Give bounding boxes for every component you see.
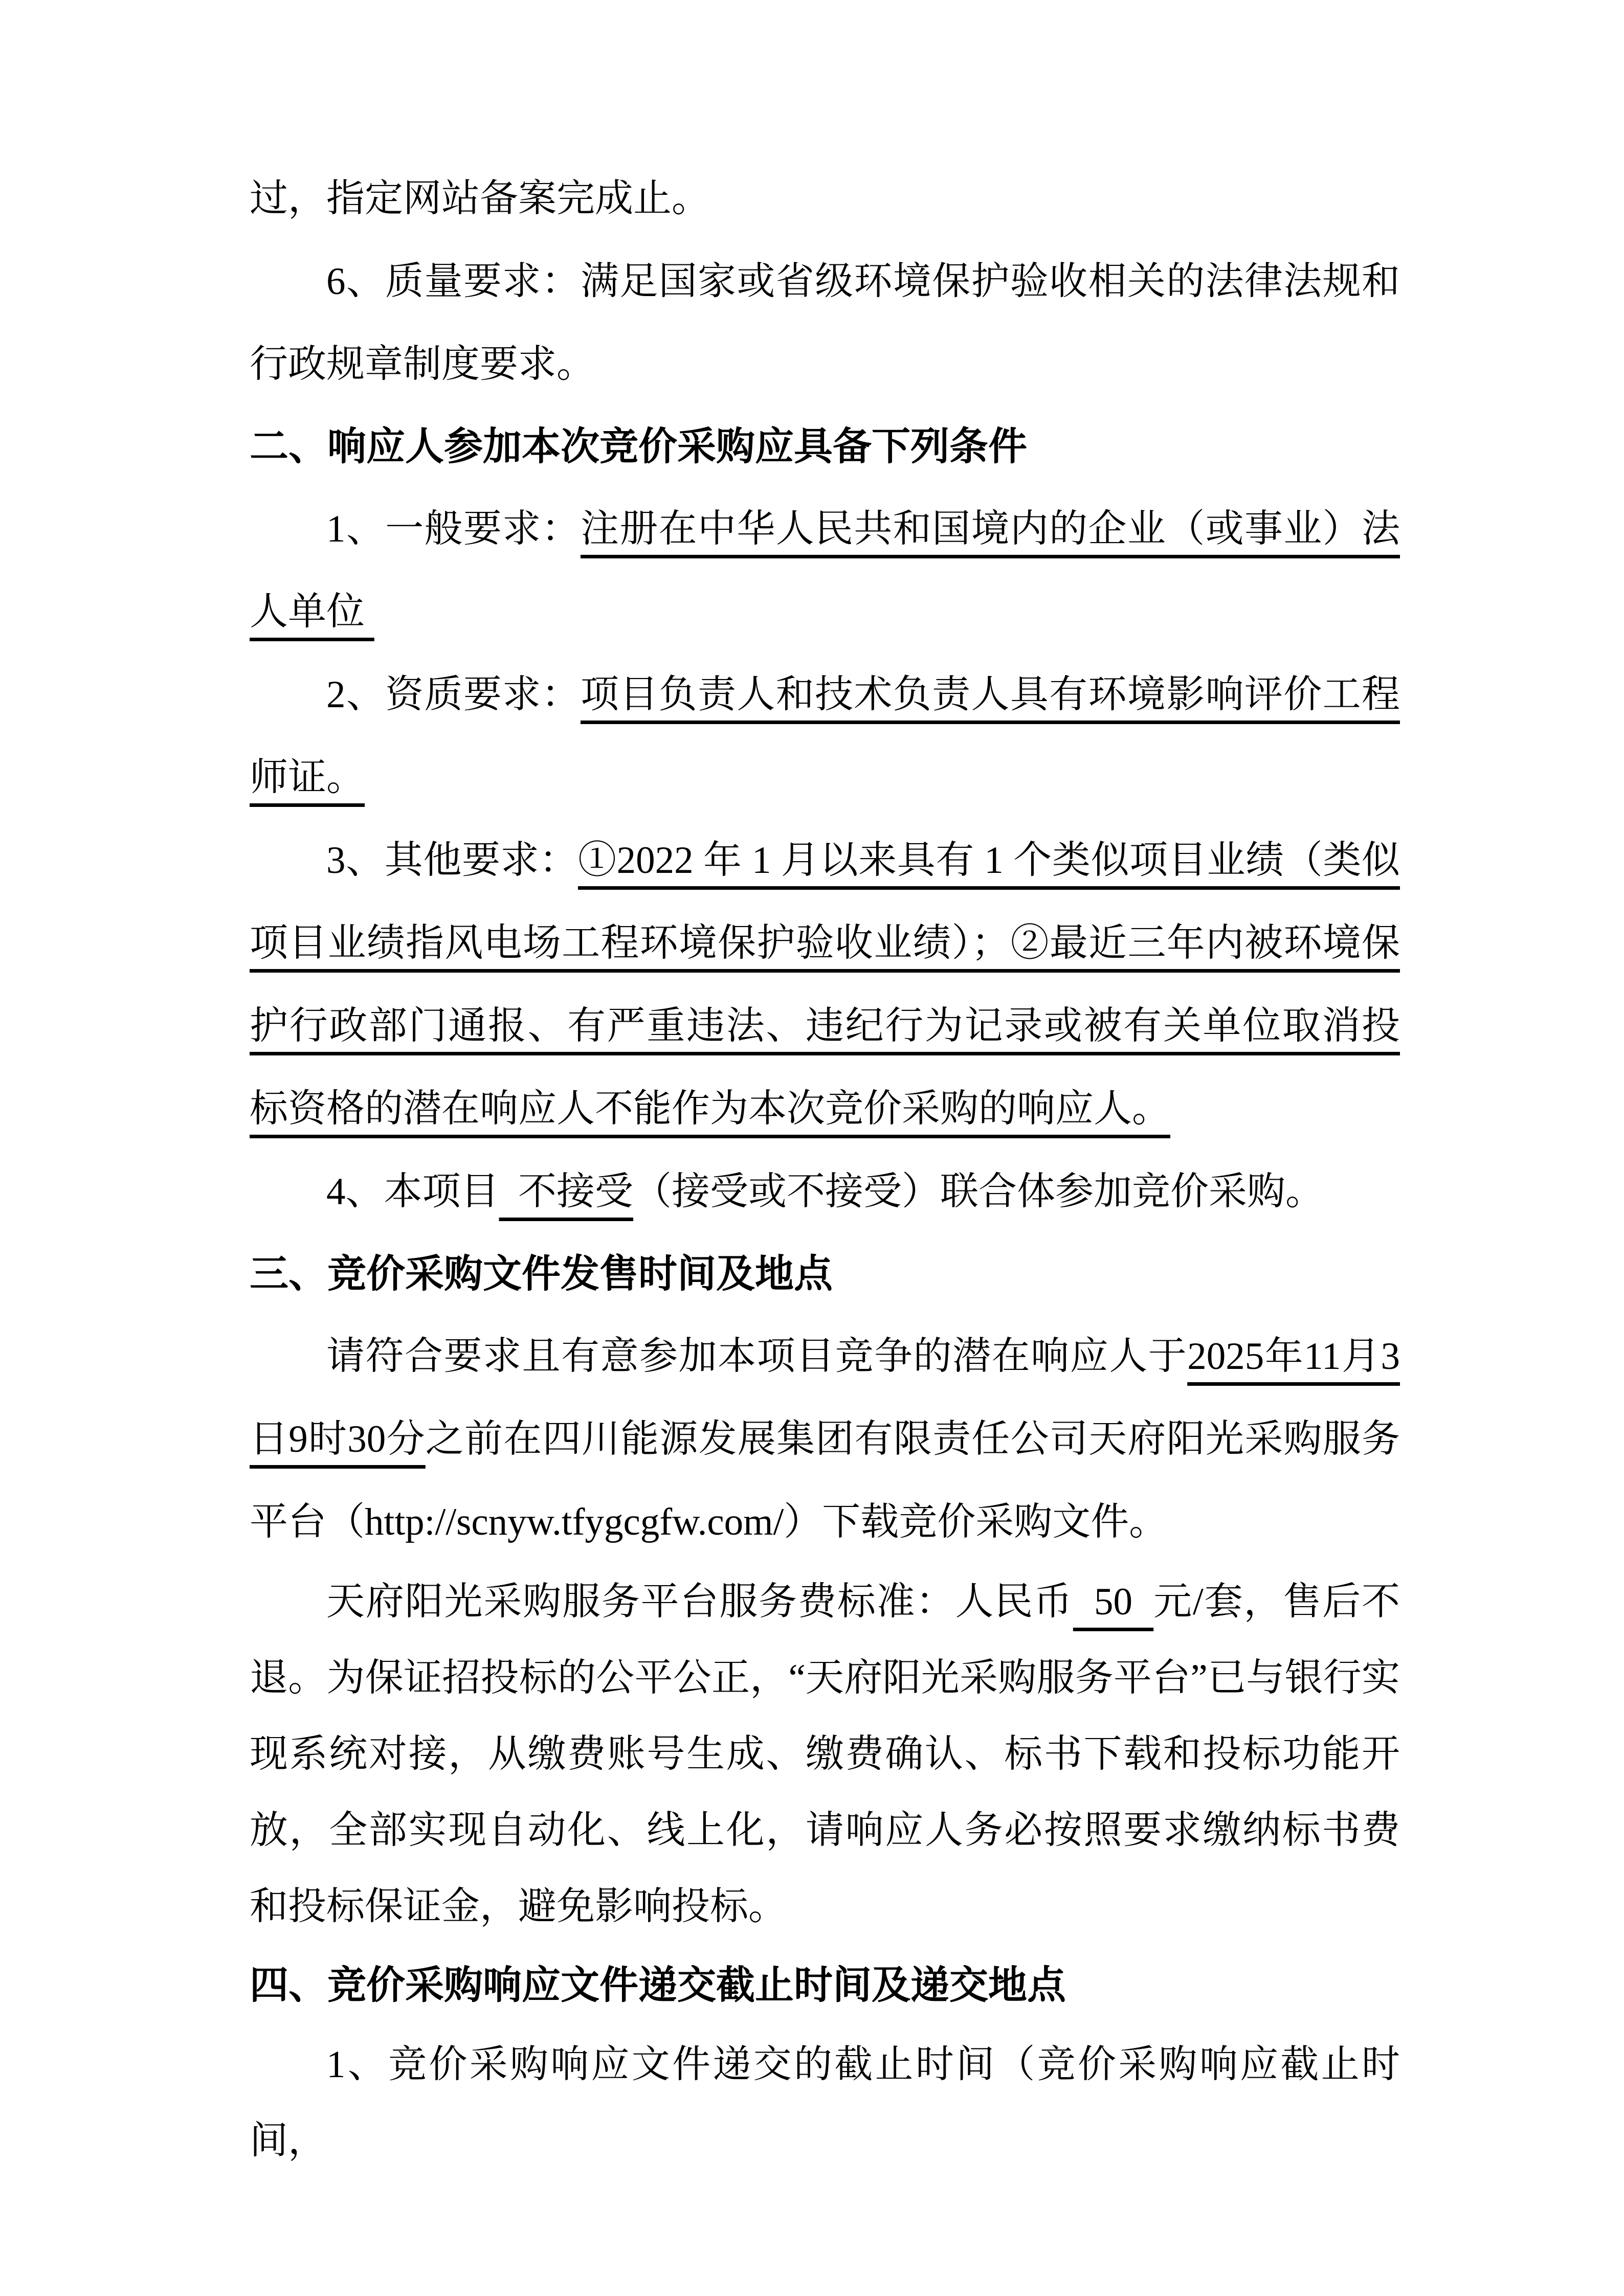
section-heading <box>250 406 1400 488</box>
text-run: 1、竞价采购响应文件递交的截止时间（竞价采购响应截止时间， <box>250 2043 1400 2162</box>
underlined-text-run: 2025年11月3日9时30分 <box>250 1335 1400 1460</box>
paragraph <box>250 1564 1400 1945</box>
underlined-text-run: 50 <box>1073 1581 1154 1623</box>
text-run: 四、竞价采购响应文件递交截止时间及递交地点 <box>250 1964 1066 2007</box>
text-run: 2、资质要求： <box>326 673 581 716</box>
section-heading <box>250 1233 1400 1315</box>
text-run: 二、响应人参加本次竞价采购应具备下列条件 <box>250 425 1027 468</box>
text-run: 3、其他要求： <box>326 839 578 882</box>
underlined-text-run: 注册在中华人民共和国境内的企业（或事业）法人单位 <box>250 508 1400 633</box>
text-run: 6、质量要求：满足国家或省级环境保护验收相关的法律法规和行政规章制度要求。 <box>250 260 1400 386</box>
paragraph <box>250 2027 1400 2179</box>
paragraph <box>250 157 1400 240</box>
paragraph <box>250 240 1400 406</box>
text-run: 4、本项目 <box>326 1170 499 1213</box>
text-run: 之前在四川能源发展集团有限责任公司天府阳光采购服务平台（http://scnyw.tfygcgfw.com/）下载竞价采购文件。 <box>250 1418 1400 1543</box>
text-run: 1、一般要求： <box>326 508 581 550</box>
text-run: 过，指定网站备案完成止。 <box>250 177 710 220</box>
paragraph <box>250 1315 1400 1564</box>
text-run: 请符合要求且有意参加本项目竞争的潜在响应人于 <box>326 1335 1188 1378</box>
section-heading <box>250 1945 1400 2027</box>
underlined-text-run: 项目负责人和技术负责人具有环境影响评价工程师证。 <box>250 673 1400 799</box>
paragraph <box>250 1151 1400 1233</box>
text-run: （接受或不接受）联合体参加竞价采购。 <box>633 1170 1324 1213</box>
underlined-text-run: 不接受 <box>499 1170 634 1213</box>
paragraph <box>250 488 1400 654</box>
paragraph <box>250 654 1400 819</box>
text-run: 元/套，售后不退。为保证招投标的公平公正，“天府阳光采购服务平台”已与银行实现系统对接，从缴费账号生成、缴费确认、标书下载和投标功能开放，全部实现自动化、线上化，请响应人务必按照要求缴纳标书费和投标保证金，避免影响投标。 <box>250 1581 1400 1928</box>
text-run: 天府阳光采购服务平台服务费标准：人民币 <box>326 1581 1073 1623</box>
text-run: 三、竞价采购文件发售时间及地点 <box>250 1252 833 1296</box>
paragraph <box>250 819 1400 1151</box>
underlined-text-run: ①2022 年 1 月以来具有 1 个类似项目业绩（类似项目业绩指风电场工程环境保护验收业绩）；②最近三年内被环境保护行政部门通报、有严重违法、违纪行为记录或被有关单位取消投标资格的潜在响应人不能作为本次竞价采购的响应人。 <box>250 839 1400 1130</box>
